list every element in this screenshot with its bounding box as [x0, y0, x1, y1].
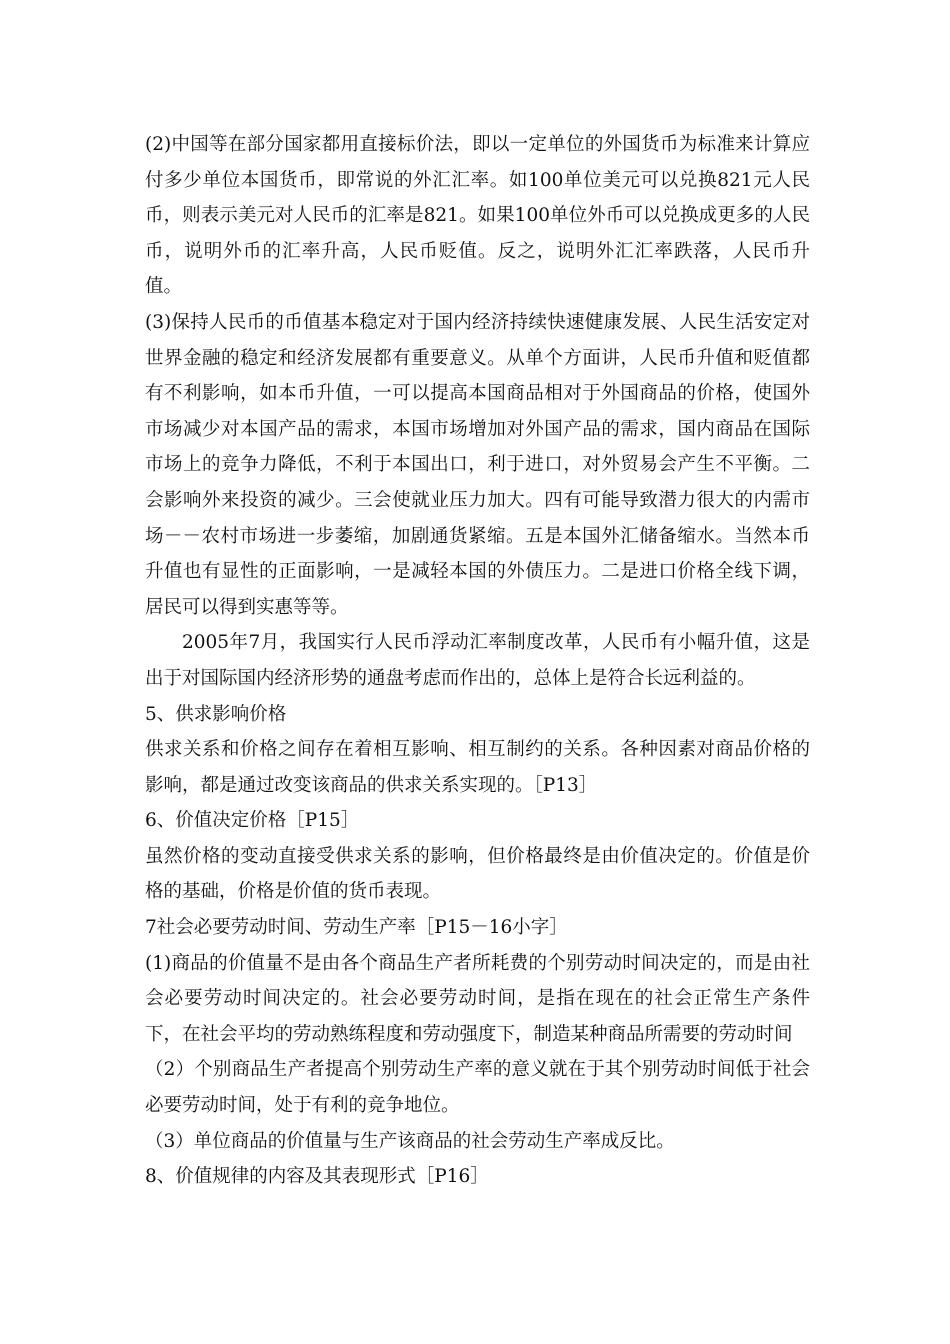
document-body — [145, 127, 810, 1195]
heading-supply-demand: 5、供求影响价格 — [145, 703, 287, 725]
paragraph-labor-time-2: （2）个别商品生产者提高个别劳动生产率的意义就在于其个别劳动时间低于社会必要劳动时间，处于有利的竞争地位。 — [145, 1059, 810, 1117]
paragraph-value-price: 虽然价格的变动直接受供求关系的影响，但价格最终是由价值决定的。价值是价格的基础，价格是价值的货币表现。 — [145, 845, 810, 903]
paragraph-rmb-stability: (3)保持人民币的币值基本稳定对于国内经济持续快速健康发展、人民生活安定对世界金融的稳定和经济发展都有重要意义。从单个方面讲，人民币升值和贬值都有不利影响，如本币升值，一可以提高本国商品相对于外国商品的价格，使国外市场减少对本国产品的需求，本国市场增加对外国产品的需求，国内商品在国际市场上的竞争力降低，不利于本国出口，利于进口，对外贸易会产生不平衡。二会影响外来投资的减少。三会使就业压力加大。四有可能导致潜力很大的内需市场－－农村市场进一步萎缩，加剧通货紧缩。五是本国外汇储备缩水。当然本币升值也有显性的正面影响，一是减轻本国的外债压力。二是进口价格全线下调，居民可以得到实惠等等。 — [145, 311, 810, 618]
paragraph-exchange-rate: (2)中国等在部分国家都用直接标价法，即以一定单位的外国货币为标准来计算应付多少单位本国货币，即常说的外汇汇率。如100单位美元可以兑换821元人民币，则表示美元对人民币的汇率是821。如果100单位外币可以兑换成更多的人民币，说明外币的汇率升高，人民币贬值。反之，说明外汇汇率跌落，人民币升值。 — [145, 134, 810, 298]
paragraph-supply-demand: 供求关系和价格之间存在着相互影响、相互制约的关系。各种因素对商品价格的影响，都是通过改变该商品的供求关系实现的。［P13］ — [145, 739, 810, 796]
heading-labor-time: 7社会必要劳动时间、劳动生产率［P15－16小字］ — [145, 917, 568, 939]
paragraph-labor-time-3: （3）单位商品的价值量与生产该商品的社会劳动生产率成反比。 — [145, 1130, 675, 1152]
heading-law-of-value: 8、价值规律的内容及其表现形式［P16］ — [145, 1166, 489, 1188]
paragraph-2005-reform: 2005年7月，我国实行人民币浮动汇率制度改革，人民币有小幅升值，这是出于对国际国内经济形势的通盘考虑而作出的，总体上是符合长远利益的。 — [145, 632, 810, 689]
heading-value-price: 6、价值决定价格［P15］ — [145, 810, 360, 832]
paragraph-labor-time-1: (1)商品的价值量不是由各个商品生产者所耗费的个别劳动时间决定的，而是由社会必要劳动时间决定的。社会必要劳动时间，是指在现在的社会正常生产条件下，在社会平均的劳动熟练程度和劳动强度下，制造某种商品所需要的劳动时间 — [145, 952, 810, 1045]
